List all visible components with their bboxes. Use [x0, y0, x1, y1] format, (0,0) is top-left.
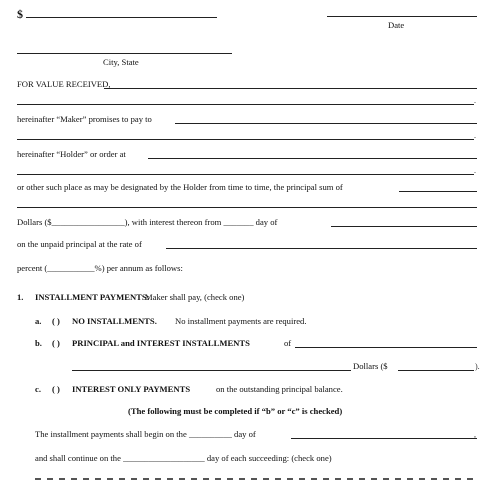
- option-b-letter: b.: [35, 338, 42, 348]
- installment-words-field-2[interactable]: [72, 370, 351, 371]
- interest-rate-words-field[interactable]: [166, 248, 477, 249]
- installment-amount-field[interactable]: [398, 370, 474, 371]
- line-end-mark: ).: [475, 362, 480, 371]
- option-c-title: INTEREST ONLY PAYMENTS: [72, 384, 191, 394]
- section-number: 1.: [17, 292, 24, 302]
- option-a-letter: a.: [35, 316, 42, 326]
- cut-off-options-row: [35, 474, 475, 480]
- maker-payee-field-2[interactable]: [17, 139, 474, 140]
- continue-on-text: and shall continue on the ___________________ day of each succeeding: (check one): [35, 453, 332, 463]
- date-field[interactable]: [327, 16, 477, 17]
- holder-label: hereinafter “Holder” or order at: [17, 149, 126, 159]
- installment-words-field[interactable]: [295, 347, 477, 348]
- dollar-sign: $: [17, 7, 23, 21]
- option-c-letter: c.: [35, 384, 41, 394]
- section-title-rest: Maker shall pay, (check one): [145, 292, 245, 302]
- city-state-label: City, State: [103, 57, 139, 67]
- other-place-text: or other such place as may be designated by the Holder from time to time, the principal sum of: [17, 182, 343, 192]
- holder-address-field[interactable]: [148, 158, 477, 159]
- maker-payee-field[interactable]: [175, 123, 477, 124]
- dollars-interest-text: Dollars ($_________________), with interest thereon from _______ day of: [17, 217, 278, 227]
- date-label: Date: [388, 20, 405, 30]
- option-b-dollars-label: Dollars ($: [353, 361, 388, 371]
- unpaid-principal-text: on the unpaid principal at the rate of: [17, 239, 142, 249]
- principal-sum-field[interactable]: [399, 191, 477, 192]
- option-a-desc: No installment payments are required.: [175, 316, 307, 326]
- maker-label: hereinafter “Maker” promises to pay to: [17, 114, 152, 124]
- line-end-mark: ,: [474, 430, 476, 439]
- completion-note: (The following must be completed if “b” or “c” is checked): [128, 406, 343, 416]
- option-c-checkbox[interactable]: ( ): [52, 384, 60, 394]
- line-end-mark: .: [474, 131, 476, 140]
- payee-field-2[interactable]: [17, 104, 474, 105]
- section-title: INSTALLMENT PAYMENTS:: [35, 292, 150, 302]
- option-a-title: NO INSTALLMENTS.: [72, 316, 157, 326]
- city-state-field[interactable]: [17, 53, 232, 54]
- for-value-received-text: FOR VALUE RECEIVED,: [17, 79, 111, 89]
- amount-field[interactable]: [26, 17, 217, 18]
- holder-address-field-2[interactable]: [17, 174, 474, 175]
- installments-begin-text: The installment payments shall begin on the __________ day of: [35, 429, 256, 439]
- option-b-title: PRINCIPAL and INTEREST INSTALLMENTS: [72, 338, 250, 348]
- interest-month-field[interactable]: [331, 226, 477, 227]
- line-end-mark: .: [474, 166, 476, 175]
- option-b-checkbox[interactable]: ( ): [52, 338, 60, 348]
- installments-begin-month-field[interactable]: [291, 438, 477, 439]
- percent-text: percent (___________%) per annum as follows:: [17, 263, 183, 273]
- payee-field-1[interactable]: [104, 88, 477, 89]
- principal-sum-words-field[interactable]: [17, 207, 477, 208]
- option-a-checkbox[interactable]: ( ): [52, 316, 60, 326]
- option-c-desc: on the outstanding principal balance.: [216, 384, 343, 394]
- line-end-mark: .: [474, 96, 476, 105]
- option-b-of: of: [284, 338, 292, 348]
